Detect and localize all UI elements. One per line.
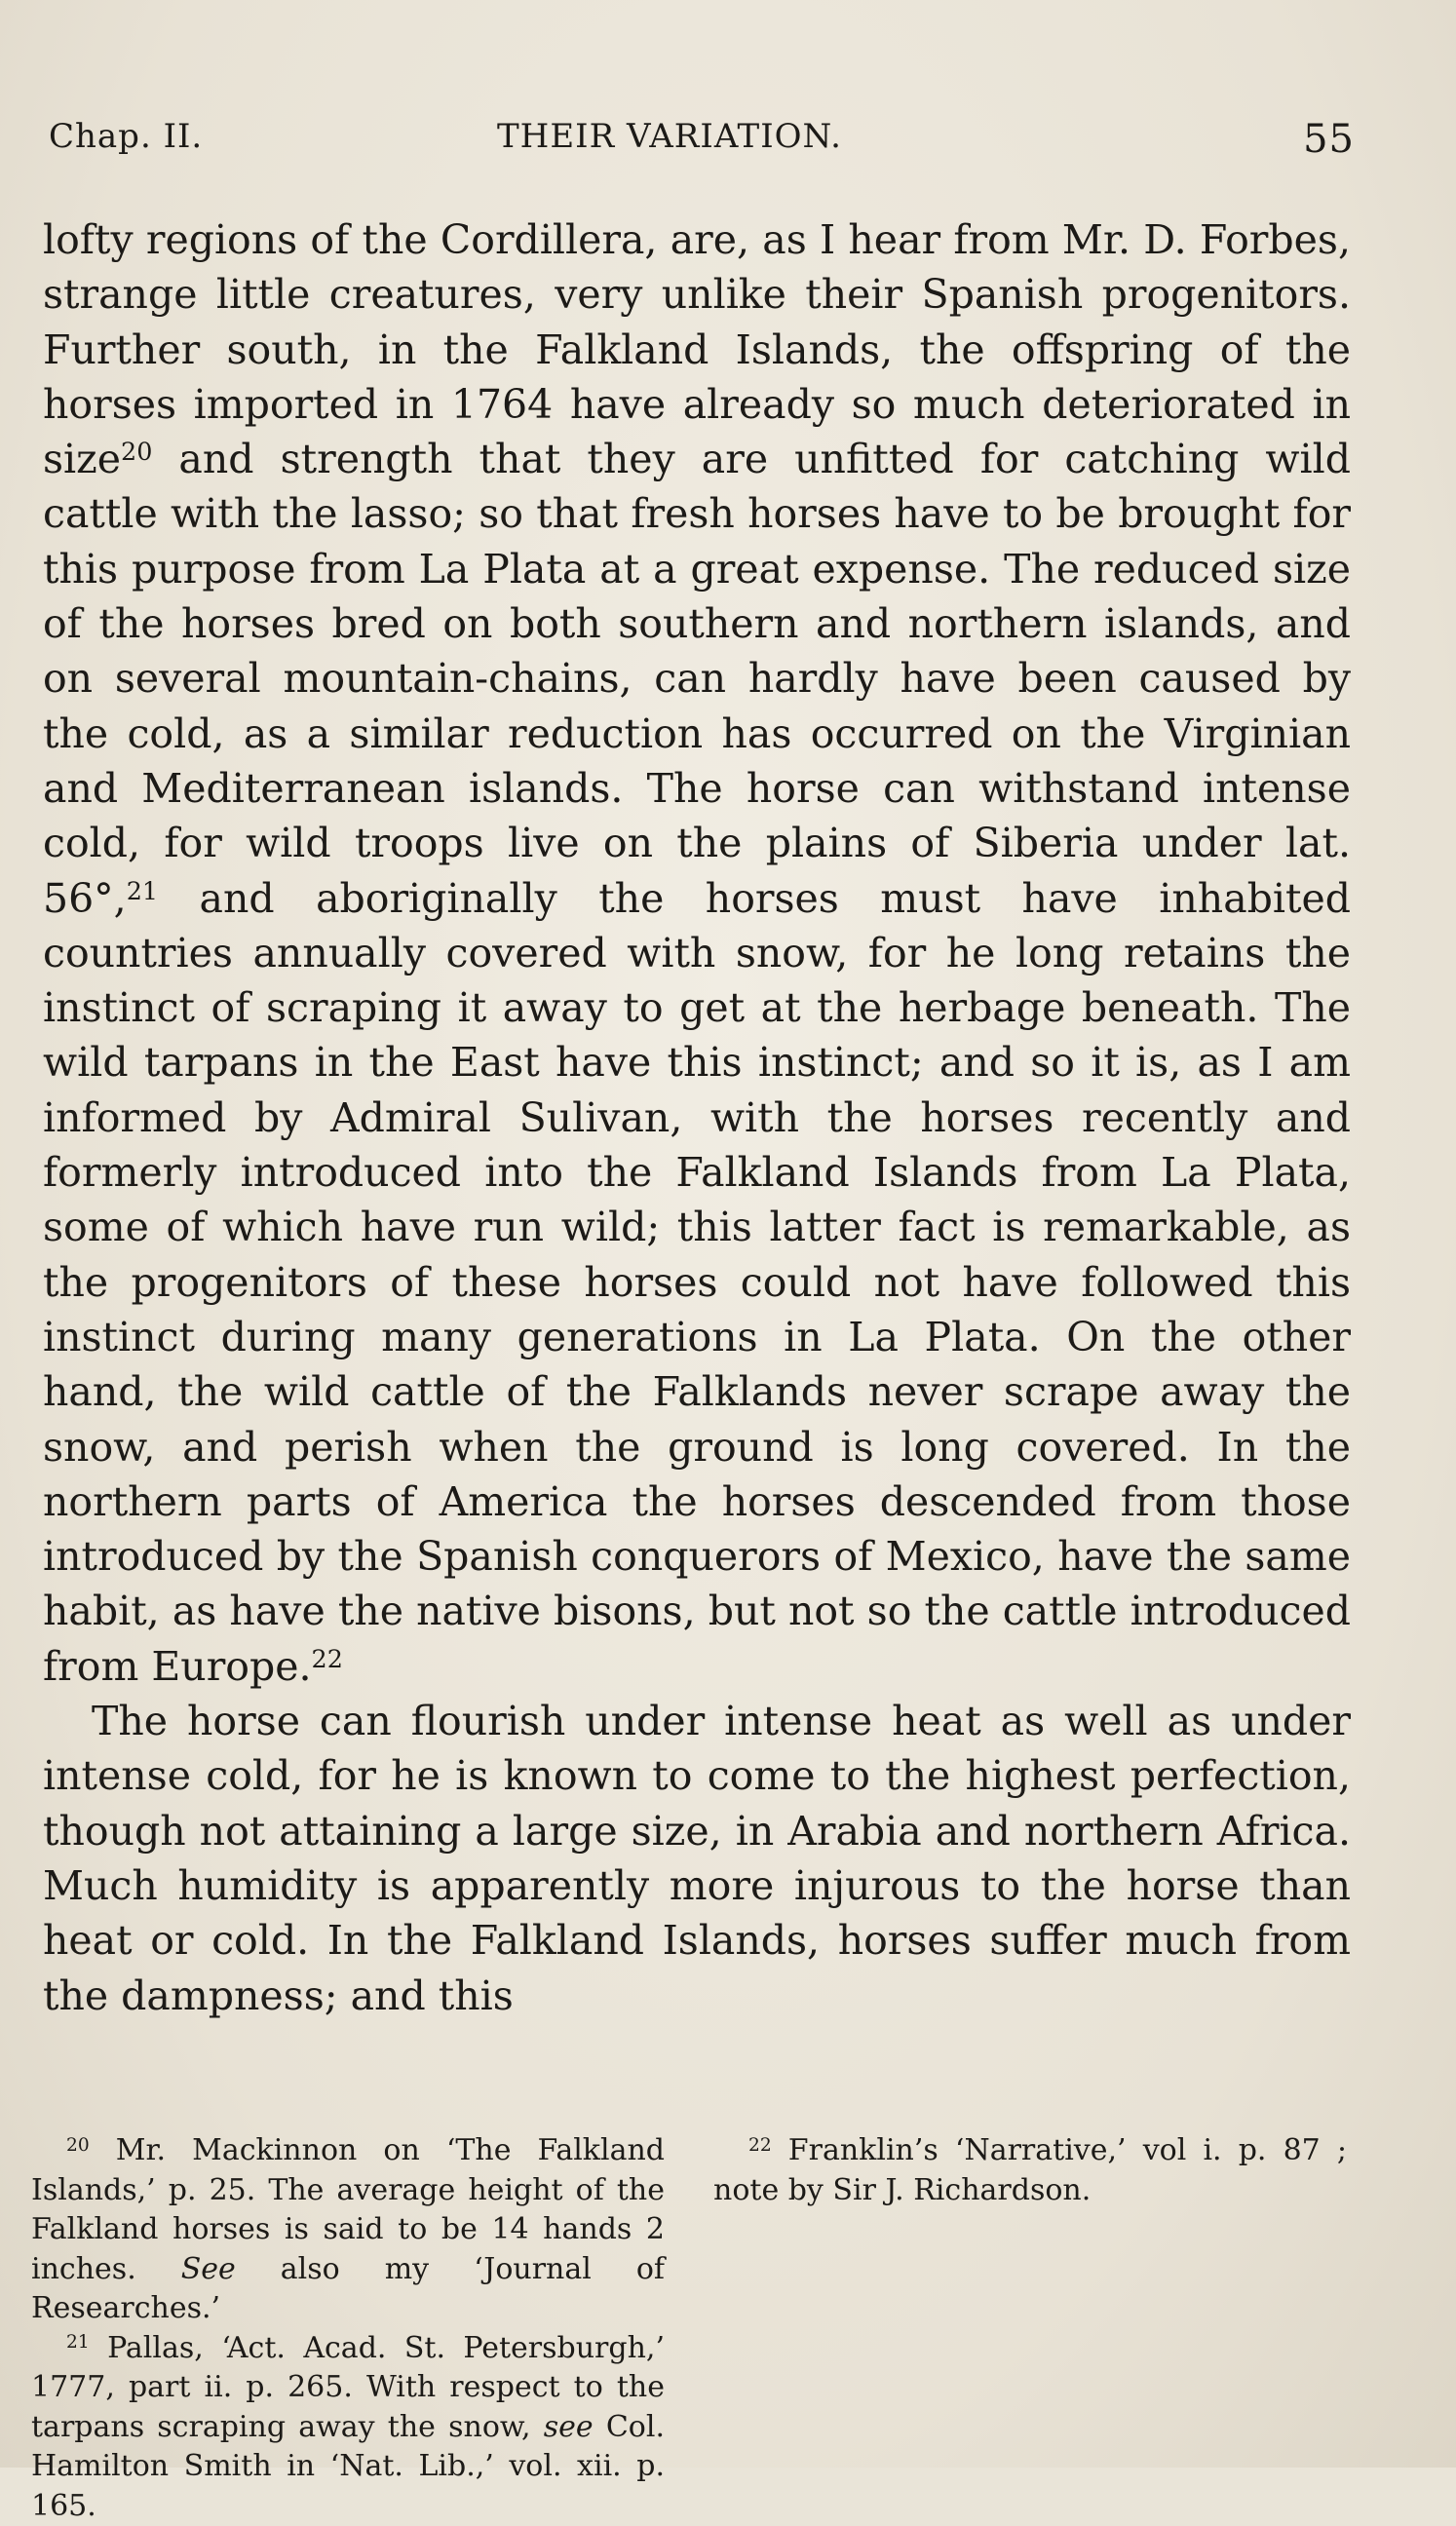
footnote-21: [31, 2329, 665, 2526]
footnote-number-22: 22: [748, 2135, 772, 2156]
paragraph-1-part-a: lofty regions of the Cordillera, are, as I hear from Mr. D. Forbes, strange little creatures, very unlike their Spanish progenitors. Further south, in the Falkland Islands, the offspring of the horses imported in 1764 have already so much deteriorated in size: [43, 216, 1351, 482]
footnote-20: [31, 2131, 665, 2329]
page-number: 55: [1303, 117, 1355, 162]
footnote-20-text-b: also my ‘Journal of Researches.’: [31, 2252, 665, 2326]
footnote-20-see: See: [181, 2252, 236, 2286]
footnote-number-20: 20: [66, 2135, 90, 2156]
page-header: [49, 117, 1355, 185]
footnote-number-21: 21: [66, 2332, 90, 2353]
footnote-20-text-a: Mr. Mackinnon on ‘The Falkland Islands,’ p. 25. The average height of the Falkland horses is said to be 14 hands 2 inches.: [31, 2133, 665, 2286]
footnote-22-text: Franklin’s ‘Narrative,’ vol i. p. 87 ; note by Sir J. Richardson.: [713, 2133, 1347, 2207]
chapter-label: Chap. II.: [49, 117, 203, 156]
footnote-22: [713, 2131, 1347, 2210]
footnote-21-text-a: Pallas, ‘Act. Acad. St. Petersburgh,’ 1777, part ii. p. 265. With respect to the tarpans scraping away the snow,: [31, 2331, 665, 2444]
running-title: THEIR VARIATION.: [497, 117, 842, 156]
paragraph-1-part-c: and aboriginally the horses must have inhabited countries annually covered with snow, for he long retains the instinct of scraping it away to get at the herbage beneath. The wild tarpans in the East have this instinct; and so it is, as I am informed by Admiral Sulivan, with the horses recently and formerly introduced into the Falkland Islands from La Plata, some of which have run wild; this latter fact is remarkable, as the progenitors of these horses could not have followed this instinct during many generations in La Plata. On the other hand, the wild cattle of the Falklands never scrape away the snow, and perish when the ground is long covered. In the northern parts of America the horses descended from those introduced by the Spanish conquerors of Mexico, have the same habit, as have the native bisons, but not so the cattle introduced from Europe.: [43, 875, 1351, 1690]
footnote-21-see: see: [544, 2410, 594, 2444]
paragraph-1-part-b: and strength that they are unfitted for catching wild cattle with the lasso; so that fresh horses have to be brought for this purpose from La Plata at a great expense. The reduced size of the horses bred on both southern and northern islands, and on several mountain-chains, can hardly have been caused by the cold, as a similar reduction has occurred on the Virginian and Mediterranean islands. The horse can withstand intense cold, for wild troops live on the plains of Siberia under lat. 56°,: [43, 436, 1351, 921]
paragraph-2: The horse can flourish under intense heat as well as under intense cold, for he is known to come to the highest perfection, though not attaining a large size, in Arabia and northern Africa. Much humidity is apparently more injurous to the horse than heat or cold. In the Falkland Islands, horses suffer much from the dampness; and this: [43, 1694, 1351, 2023]
footnote-ref-21: 21: [127, 876, 158, 905]
body-text: [43, 212, 1351, 2023]
footnote-ref-20: 20: [121, 437, 152, 466]
paragraph-1: [43, 212, 1351, 1694]
footnote-21-text-b: Col. Hamilton Smith in ‘Nat. Lib.,’ vol. xii. p. 165.: [31, 2410, 665, 2523]
footnote-ref-22: 22: [312, 1644, 343, 1673]
footnote-column-left: [31, 2131, 665, 2526]
footnote-column-right: [713, 2131, 1347, 2210]
